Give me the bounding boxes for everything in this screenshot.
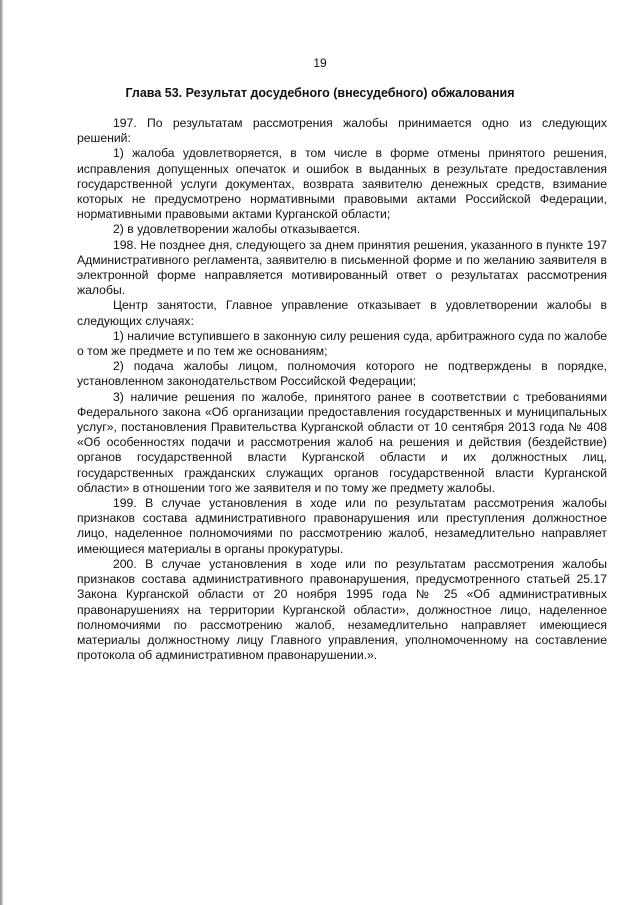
paragraph-refusal-cases: Центр занятости, Главное управление отказывает в удовлетворении жалобы в следующих случаях: bbox=[77, 298, 607, 328]
page-number: 19 bbox=[313, 56, 327, 70]
refusal-case-2: 2) подача жалобы лицом, полномочия которого не подтверждены в порядке, установленном законодательством Российской Федерации; bbox=[77, 359, 607, 389]
paragraph-200: 200. В случае установления в ходе или по результатам рассмотрения жалобы признаков состава административного правонарушения, предусмотренного статьей 25.17 Закона Курганской области от 20 ноября 1995 года № 25 «Об административных правонарушениях на территории Курганской области», должностное лицо, наделенное полномочиями по рассмотрению жалоб, незамедлительно направляет имеющиеся материалы должностному лицу Главного управления, уполномоченному на составление протокола об административном правонарушении.». bbox=[77, 556, 607, 663]
paragraph-197: 197. По результатам рассмотрения жалобы принимается одно из следующих решений: bbox=[77, 116, 607, 146]
paragraph-197-item-2: 2) в удовлетворении жалобы отказывается. bbox=[113, 222, 361, 237]
paragraph-198: 198. Не позднее дня, следующего за днем принятия решения, указанного в пункте 197 Административного регламента, заявителю в письменной форме и по желанию заявителя в электронной форме направляется мотивированный ответ о результатах рассмотрения жалобы. bbox=[77, 237, 607, 298]
refusal-case-3: 3) наличие решения по жалобе, принятого ранее в соответствии с требованиями Федерального закона «Об организации предоставления государственных и муниципальных услуг», постановления Правительства Курганской области от 10 сентября 2013 года № 408 «Об особенностях подачи и рассмотрения жалоб на решения и действия (бездействие) органов государственной власти Курганской области и их должностных лиц, государственных гражданских служащих органов государственной власти Курганской области» в отношении того же заявителя и по тому же предмету жалобы. bbox=[77, 389, 607, 495]
chapter-title: Глава 53. Результат досудебного (внесудебного) обжалования bbox=[125, 86, 515, 100]
document-body bbox=[77, 116, 607, 663]
scan-edge bbox=[0, 0, 3, 905]
refusal-case-1: 1) наличие вступившего в законную силу решения суда, арбитражного суда по жалобе о том же предмете и по тем же основаниям; bbox=[77, 328, 607, 359]
paragraph-197-item-1: 1) жалоба удовлетворяется, в том числе в форме отмены принятого решения, исправления допущенных опечаток и ошибок в выданных в результате предоставления государственной услуги документах, возврата заявителю денежных средств, взимание которых не предусмотрено нормативными правовыми актами Российской Федерации, нормативными правовыми актами Курганской области; bbox=[77, 146, 607, 222]
paragraph-199: 199. В случае установления в ходе или по результатам рассмотрения жалобы признаков состава административного правонарушения или преступления должностное лицо, наделенное полномочиями по рассмотрению жалоб, незамедлительно направляет имеющиеся материалы в органы прокуратуры. bbox=[77, 496, 607, 556]
